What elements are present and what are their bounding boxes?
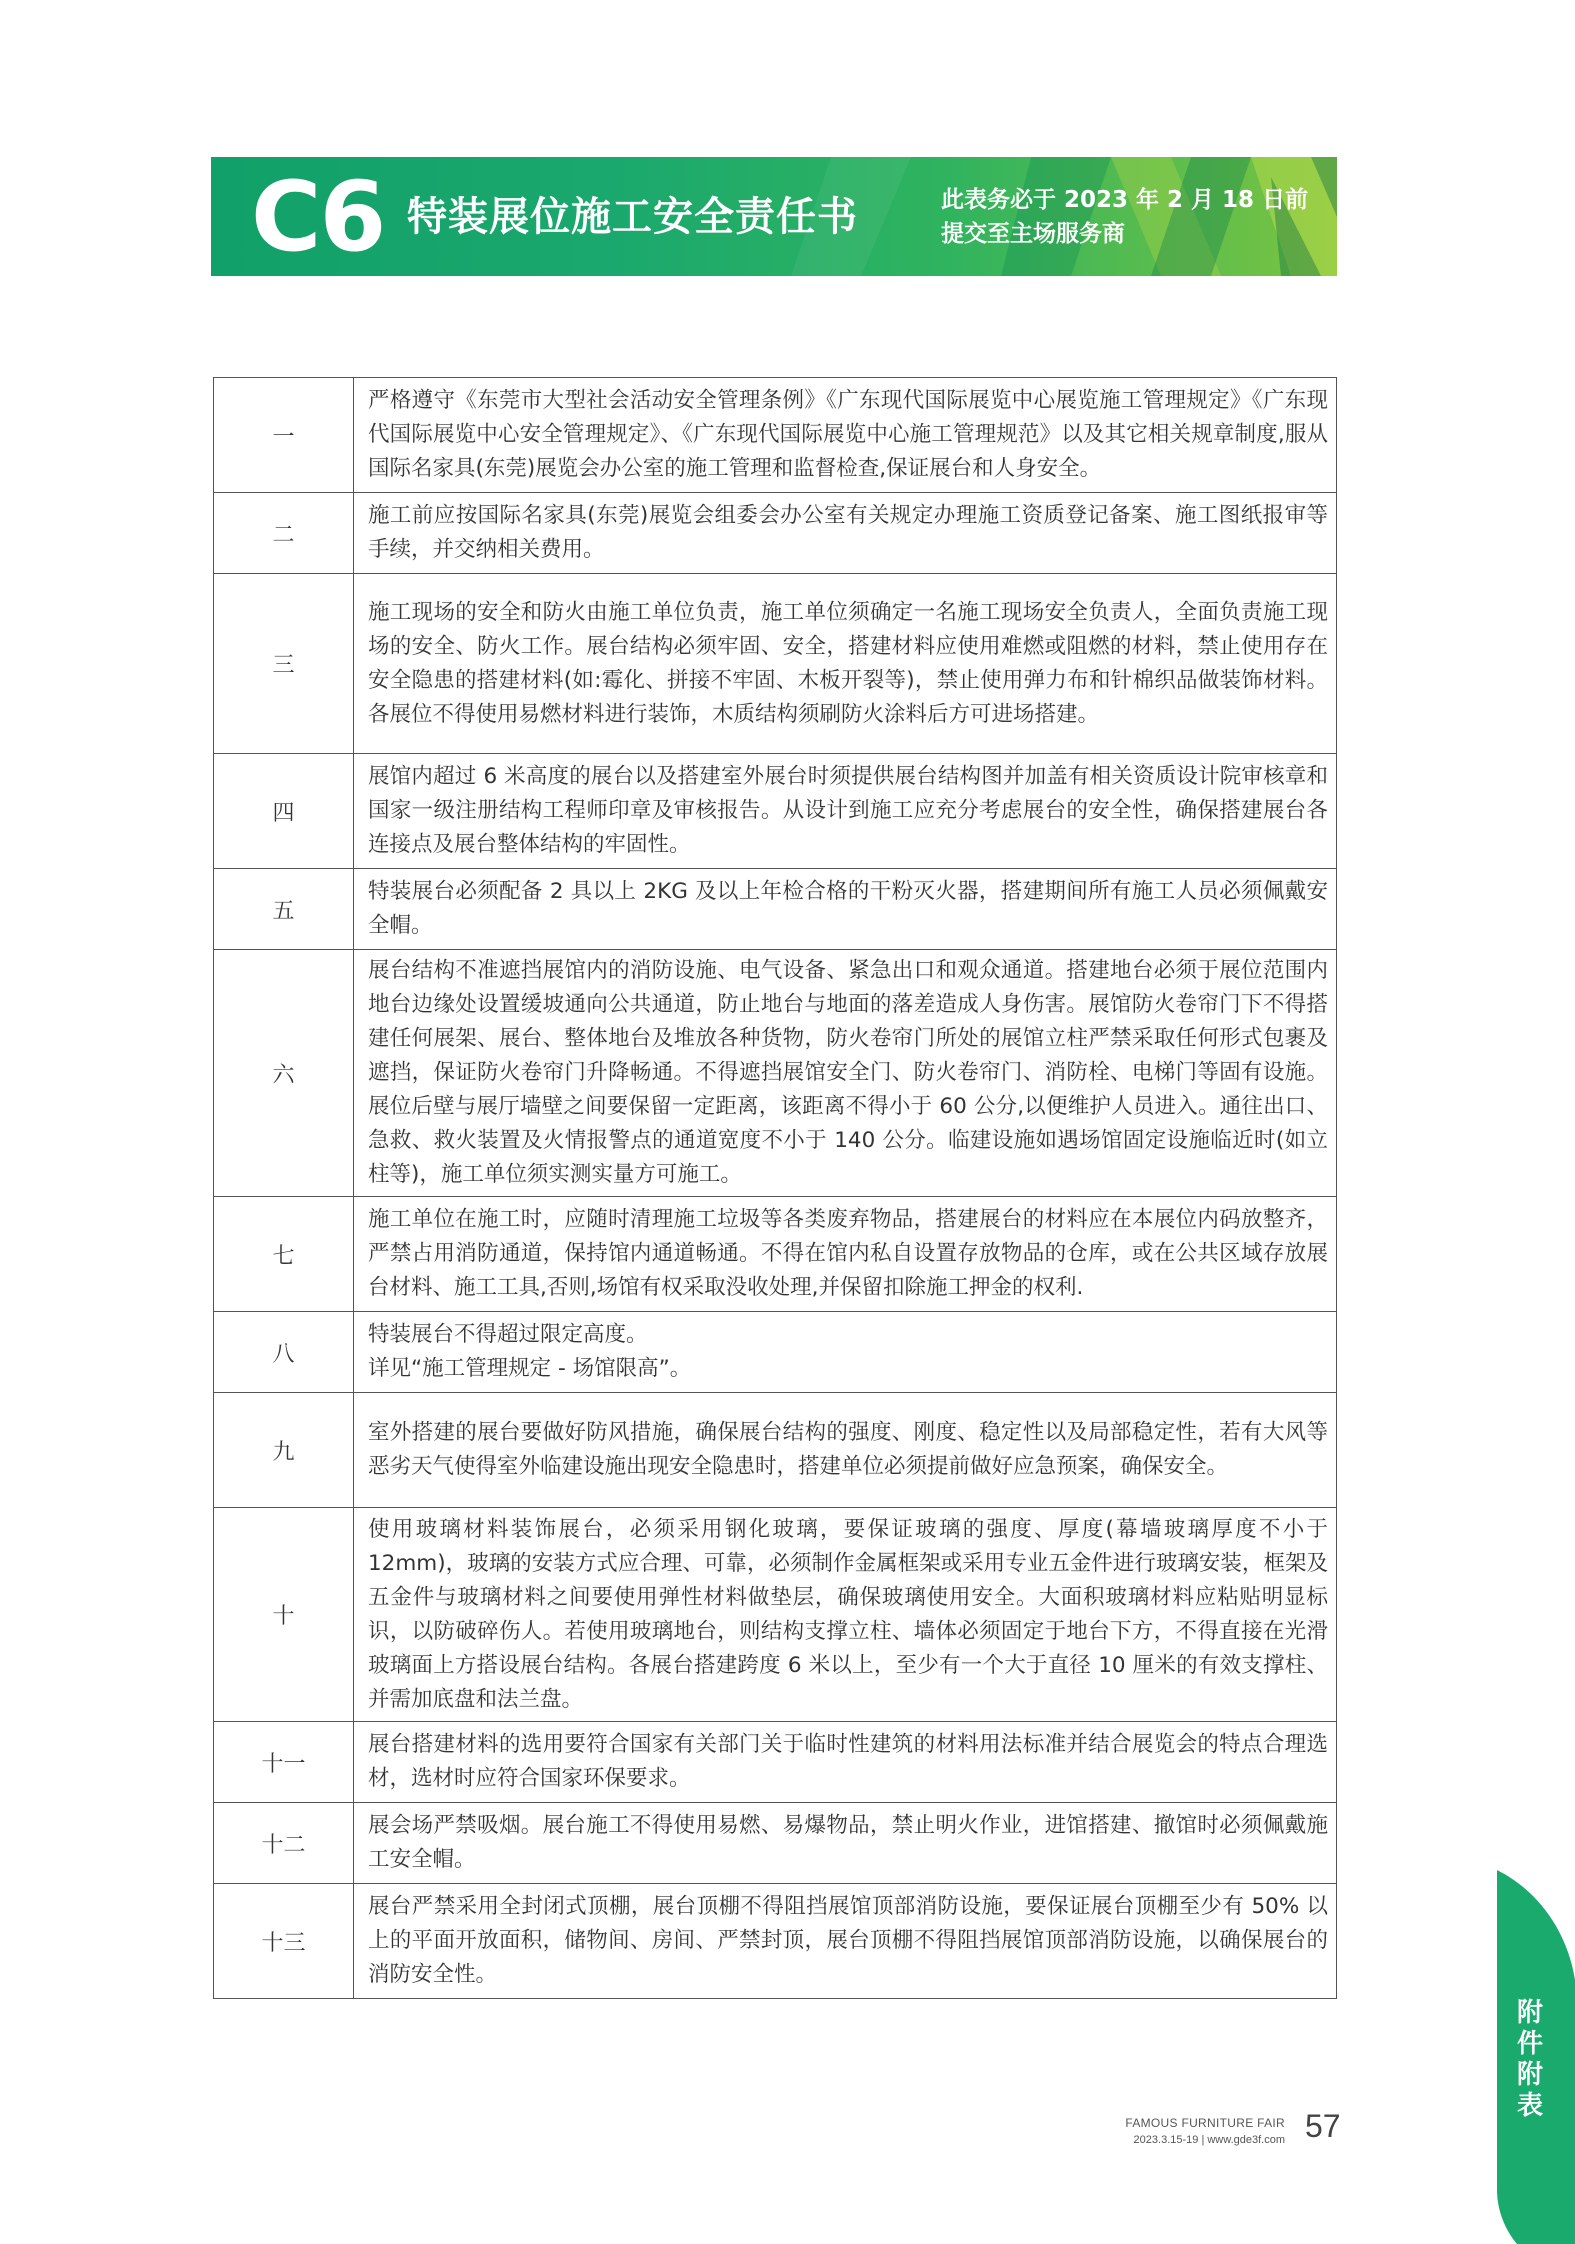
rule-number: 十三 (214, 1884, 354, 1999)
footer-brand: FAMOUS FURNITURE FAIR (1125, 2116, 1285, 2130)
rule-number: 一 (214, 378, 354, 493)
table-row (214, 1884, 1337, 1999)
table-row (214, 378, 1337, 493)
table-row (214, 1312, 1337, 1393)
table-row (214, 869, 1337, 950)
table-row (214, 574, 1337, 754)
rules-table (213, 377, 1337, 1999)
rule-text: 展馆内超过 6 米高度的展台以及搭建室外展台时须提供展台结构图并加盖有相关资质设计院审核章和国家一级注册结构工程师印章及审核报告。从设计到施工应充分考虑展台的安全性，确保搭建展台各连接点及展台整体结构的牢固性。 (354, 754, 1337, 869)
rule-text: 使用玻璃材料装饰展台，必须采用钢化玻璃，要保证玻璃的强度、厚度(幕墙玻璃厚度不小于 12mm)，玻璃的安装方式应合理、可靠，必须制作金属框架或采用专业五金件进行玻璃安装，框架及五金件与玻璃材料之间要使用弹性材料做垫层，确保玻璃使用安全。大面积玻璃材料应粘贴明显标识，以防破碎伤人。若使用玻璃地台，则结构支撑立柱、墙体必须固定于地台下方，不得直接在光滑玻璃面上方搭设展台结构。各展台搭建跨度 6 米以上，至少有一个大于直径 10 厘米的有效支撑柱、并需加底盘和法兰盘。 (354, 1508, 1337, 1722)
rule-text: 施工现场的安全和防火由施工单位负责，施工单位须确定一名施工现场安全负责人，全面负责施工现场的安全、防火工作。展台结构必须牢固、安全，搭建材料应使用难燃或阻燃的材料，禁止使用存在安全隐患的搭建材料(如:霉化、拼接不牢固、木板开裂等)，禁止使用弹力布和针棉织品做装饰材料。各展位不得使用易燃材料进行装饰，木质结构须刷防火涂料后方可进场搭建。 (354, 574, 1337, 754)
rule-text: 特装展台必须配备 2 具以上 2KG 及以上年检合格的干粉灭火器，搭建期间所有施工人员必须佩戴安全帽。 (354, 869, 1337, 950)
rule-text-block (354, 1312, 1337, 1393)
rule-text: 展会场严禁吸烟。展台施工不得使用易燃、易爆物品，禁止明火作业，进馆搭建、撤馆时必须佩戴施工安全帽。 (354, 1803, 1337, 1884)
form-code: C6 (251, 161, 385, 273)
rule-number: 四 (214, 754, 354, 869)
rule-text: 严格遵守《东莞市大型社会活动安全管理条例》《广东现代国际展览中心展览施工管理规定》《广东现代国际展览中心安全管理规定》、《广东现代国际展览中心施工管理规范》以及其它相关规章制度,服从国际名家具(东莞)展览会办公室的施工管理和监督检查,保证展台和人身安全。 (354, 378, 1337, 493)
rule-number: 十一 (214, 1722, 354, 1803)
table-row (214, 1393, 1337, 1508)
table-row (214, 1508, 1337, 1722)
rule-number: 七 (214, 1197, 354, 1312)
table-row (214, 1722, 1337, 1803)
deadline-notice (941, 183, 1321, 251)
rule-text: 展台结构不准遮挡展馆内的消防设施、电气设备、紧急出口和观众通道。搭建地台必须于展位范围内地台边缘处设置缓坡通向公共通道，防止地台与地面的落差造成人身伤害。展馆防火卷帘门下不得搭建任何展架、展台、整体地台及堆放各种货物，防火卷帘门所处的展馆立柱严禁采取任何形式包裹及遮挡，保证防火卷帘门升降畅通。不得遮挡展馆安全门、防火卷帘门、消防栓、电梯门等固有设施。展位后壁与展厅墙壁之间要保留一定距离，该距离不得小于 60 公分,以便维护人员进入。通往出口、急救、救火装置及火情报警点的通道宽度不小于 140 公分。临建设施如遇场馆固定设施临近时(如立柱等)，施工单位须实测实量方可施工。 (354, 950, 1337, 1197)
deadline-line-1: 此表务必于 2023 年 2 月 18 日前 (941, 187, 1309, 213)
rule-text-detail: 详见“施工管理规定 - 场馆限高”。 (368, 1356, 692, 1381)
rule-number: 三 (214, 574, 354, 754)
rule-number: 九 (214, 1393, 354, 1508)
rule-number: 二 (214, 493, 354, 574)
header-banner (211, 157, 1337, 276)
rule-number: 八 (214, 1312, 354, 1393)
table-row (214, 754, 1337, 869)
rule-number: 五 (214, 869, 354, 950)
rule-text: 展台搭建材料的选用要符合国家有关部门关于临时性建筑的材料用法标准并结合展览会的特点合理选材，选材时应符合国家环保要求。 (354, 1722, 1337, 1803)
table-row (214, 1803, 1337, 1884)
table-row (214, 950, 1337, 1197)
footer-date-url: 2023.3.15-19 | www.gde3f.com (1133, 2134, 1285, 2146)
rule-text: 特装展台不得超过限定高度。 (368, 1322, 648, 1347)
table-row (214, 1197, 1337, 1312)
side-tab-label: 附件附表 (1516, 1998, 1543, 2121)
table-row (214, 493, 1337, 574)
rule-text: 施工单位在施工时，应随时清理施工垃圾等各类废弃物品，搭建展台的材料应在本展位内码放整齐，严禁占用消防通道，保持馆内通道畅通。不得在馆内私自设置存放物品的仓库，或在公共区域存放展台材料、施工工具,否则,场馆有权采取没收处理,并保留扣除施工押金的权利. (354, 1197, 1337, 1312)
rule-text: 室外搭建的展台要做好防风措施，确保展台结构的强度、刚度、稳定性以及局部稳定性，若有大风等恶劣天气使得室外临建设施出现安全隐患时，搭建单位必须提前做好应急预案，确保安全。 (354, 1393, 1337, 1508)
rule-text: 施工前应按国际名家具(东莞)展览会组委会办公室有关规定办理施工资质登记备案、施工图纸报审等手续，并交纳相关费用。 (354, 493, 1337, 574)
deadline-line-2: 提交至主场服务商 (941, 221, 1125, 247)
page-number: 57 (1305, 2108, 1341, 2144)
rule-number: 十 (214, 1508, 354, 1722)
rule-number: 六 (214, 950, 354, 1197)
rule-number: 十二 (214, 1803, 354, 1884)
form-title: 特装展位施工安全责任书 (407, 194, 858, 240)
rule-text: 展台严禁采用全封闭式顶棚，展台顶棚不得阻挡展馆顶部消防设施，要保证展台顶棚至少有 50% 以上的平面开放面积，储物间、房间、严禁封顶，展台顶棚不得阻挡展馆顶部消防设施，以确保展台的消防安全性。 (354, 1884, 1337, 1999)
